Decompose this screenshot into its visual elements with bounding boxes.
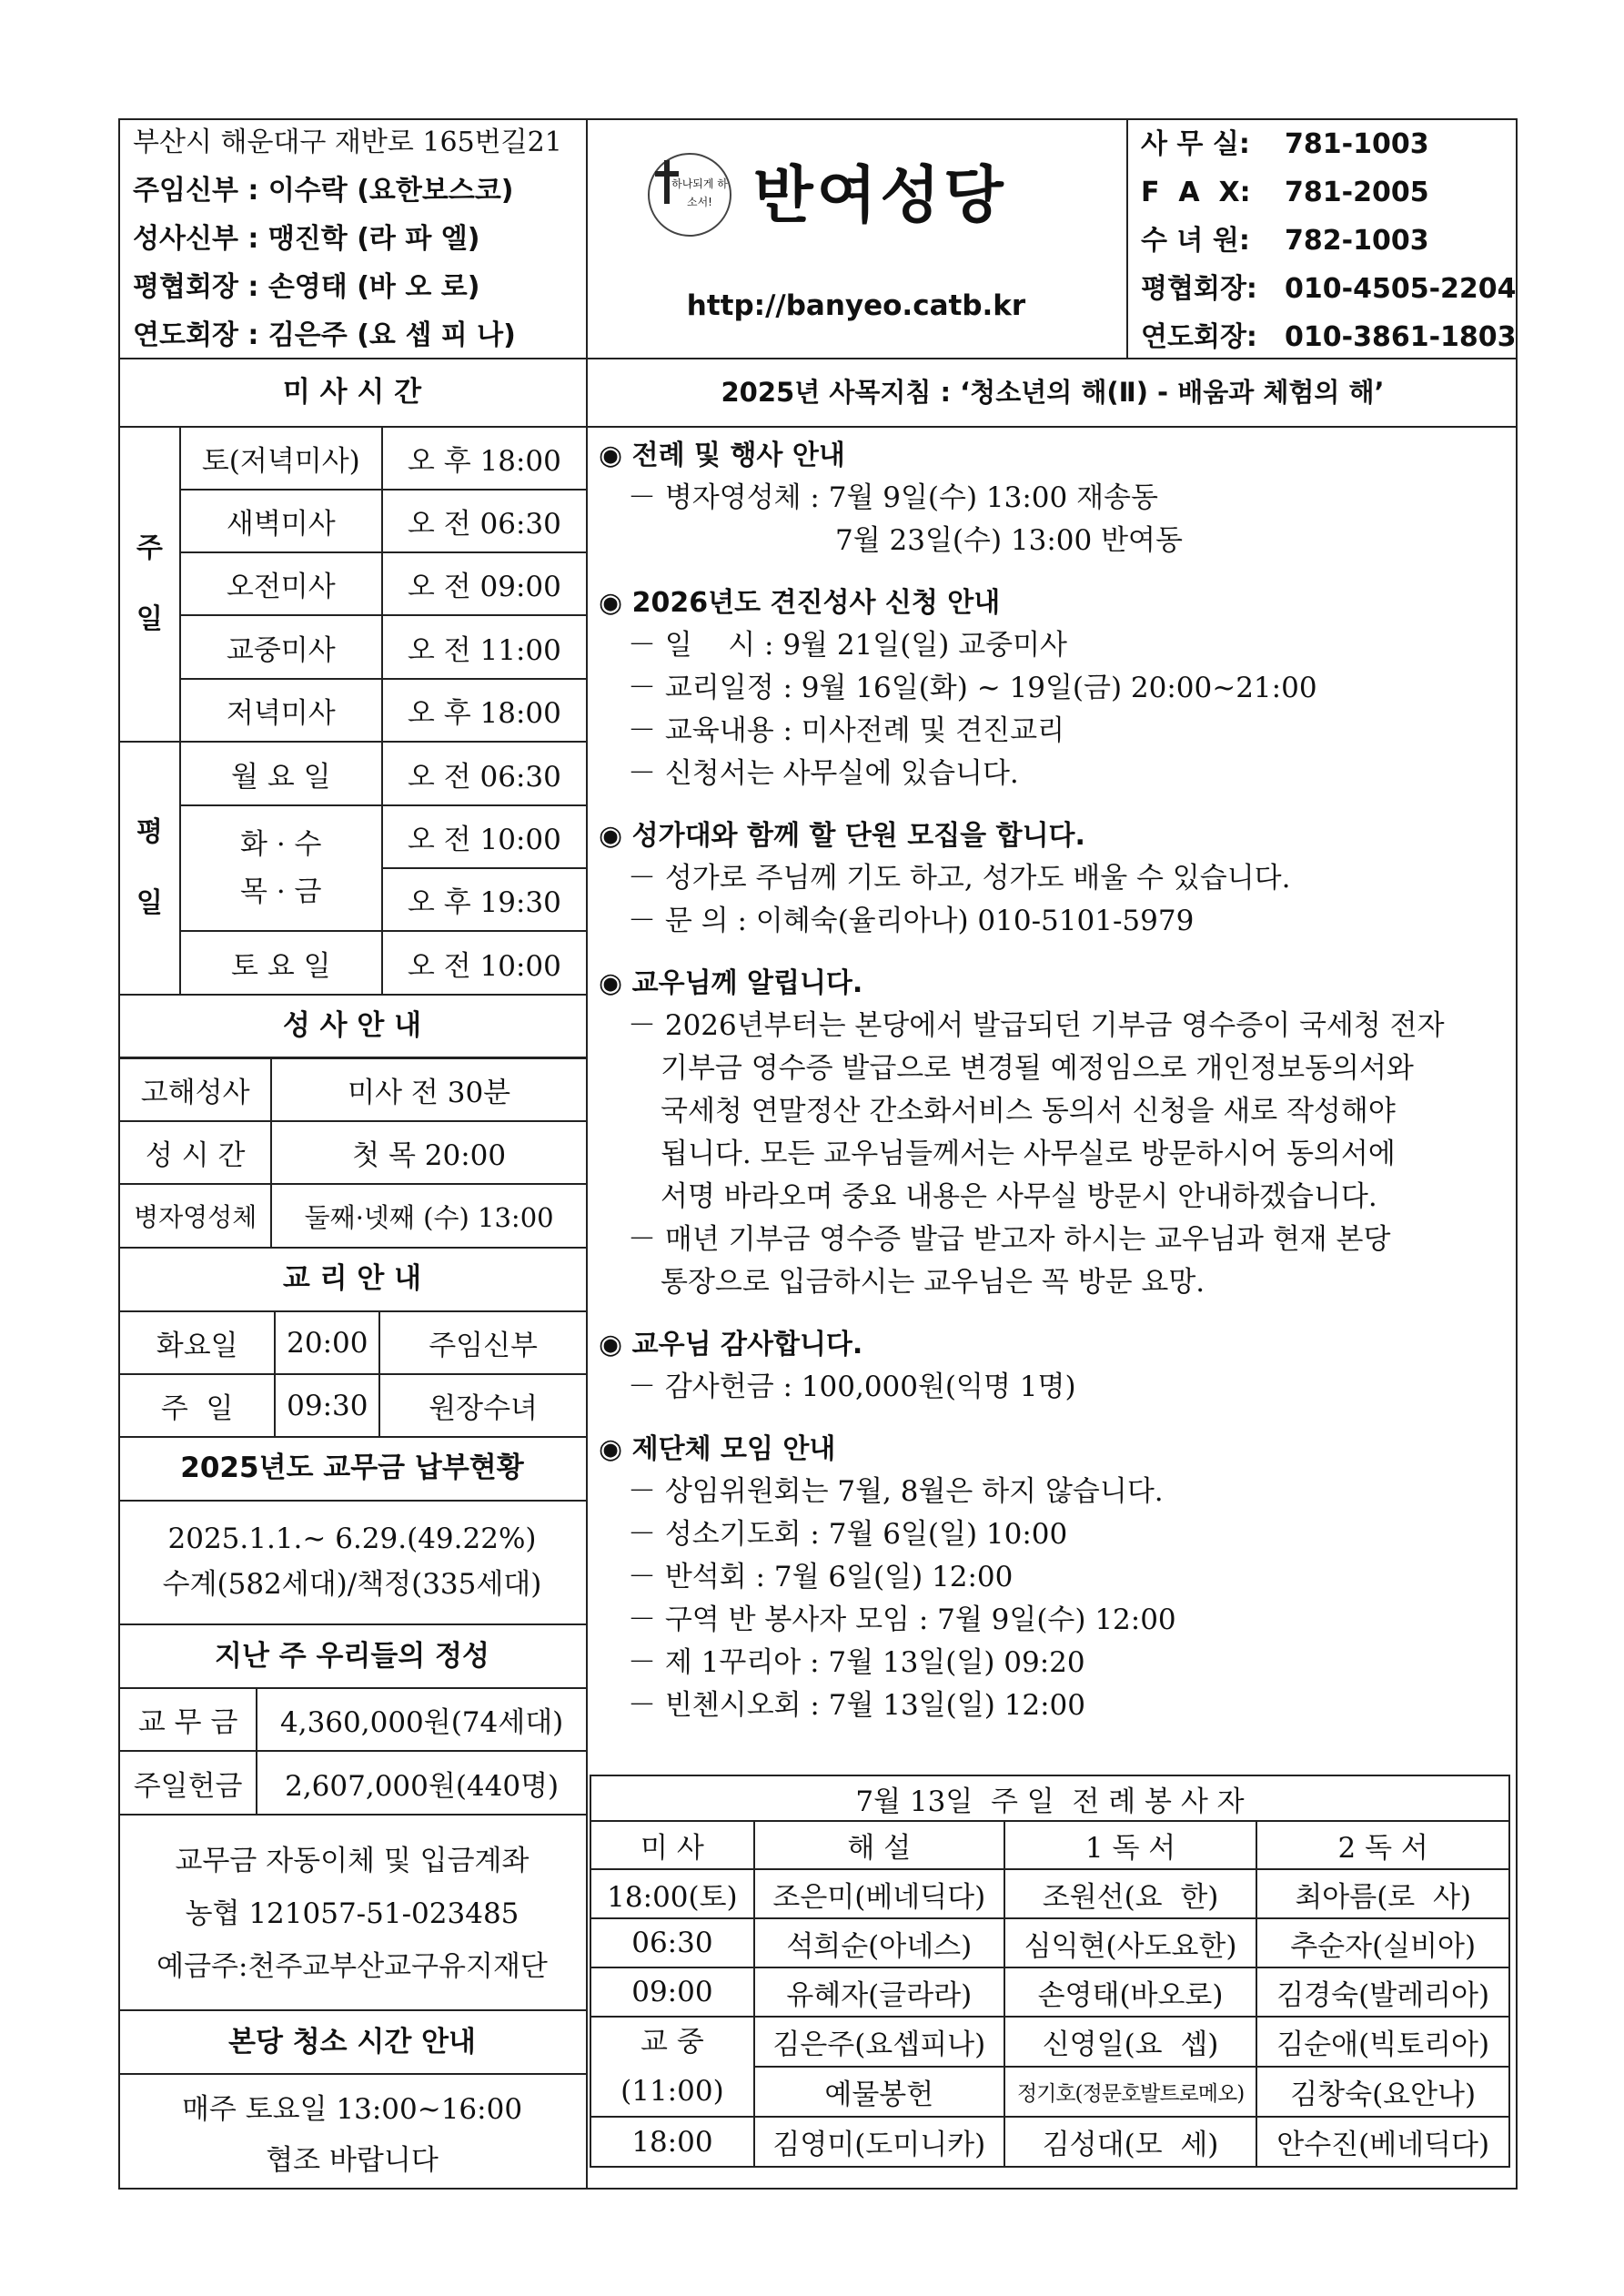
account-number: 농협 121057-51-023485 [185, 1897, 519, 1930]
reading1-cell: 신영일(요 셉) [1004, 2017, 1257, 2067]
announcement-title: ◉ 교우님 감사합니다. [599, 1329, 863, 1360]
contact-line [1141, 217, 1514, 265]
sunday-label: 주일 [119, 427, 180, 742]
reading1-cell: 김성대(모 세) [1004, 2117, 1257, 2167]
commentary-cell: 김영미(도미니카) [754, 2117, 1004, 2167]
reading2-cell: 김경숙(발레리아) [1256, 1967, 1509, 2017]
staff-role: 주임신부 [133, 175, 238, 207]
weekday-label: 평일 [119, 742, 180, 995]
mass-time: 오 전 09:00 [382, 552, 587, 615]
announcement-line: － 병자영성체 : 7월 9일(수) 13:00 재송동 [628, 481, 1158, 514]
contact-label: 연도회장: [1141, 321, 1257, 353]
staff-name: 손영태 (바 오 로) [267, 271, 480, 303]
announcement-line: － 문 의 : 이혜숙(율리아나) 010-5101-5979 [628, 905, 1195, 937]
column-header: 해 설 [754, 1821, 1004, 1869]
reading1-cell: 정기호(정문호발트로메오) [1004, 2067, 1257, 2117]
table-row [119, 1184, 587, 1248]
table-row [119, 1688, 587, 1751]
sacrament-name: 성 시 간 [119, 1121, 271, 1184]
mass-times-title: 미 사 시 간 [282, 376, 422, 409]
announcement-line: － 반석회 : 7월 6일(일) 12:00 [628, 1561, 1014, 1593]
announcement-line: － 성가로 주님께 기도 하고, 성가도 배울 수 있습니다. [628, 862, 1291, 895]
mass-cell: 18:00(토) [590, 1869, 754, 1918]
sacrament-value: 미사 전 30분 [271, 1058, 587, 1121]
offering-name: 교 무 금 [119, 1688, 257, 1751]
mass-name: 오전미사 [180, 552, 382, 615]
table-row [119, 805, 587, 868]
church-url[interactable]: http://banyeo.catb.kr [686, 289, 1026, 322]
mass-cell: 18:00 [590, 2117, 754, 2167]
column-header: 1 독 서 [1004, 1821, 1257, 1869]
servers-title: 7월 13일 주 일 전 례 봉 사 자 [590, 1775, 1509, 1821]
mass-time: 오 전 10:00 [382, 805, 587, 868]
staff-role: 성사신부 [133, 223, 238, 255]
sacraments-table [118, 1057, 588, 1249]
table-row [590, 1869, 1509, 1918]
mass-name: 교중미사 [180, 615, 382, 679]
announcement-line: － 신청서는 사무실에 있습니다. [628, 757, 1019, 790]
announcement-title: ◉ 교우님께 알립니다. [599, 967, 863, 999]
cleaning-time: 매주 토요일 13:00~16:00 [181, 2093, 523, 2126]
staff-line: 주임신부 : 이수락 (요한보스코) [133, 175, 514, 207]
reading1-cell: 조원선(요 한) [1004, 1869, 1257, 1918]
contact-value: 010-4505-2204 [1285, 273, 1517, 305]
announcement-line: 국세청 연말정산 간소화서비스 동의서 신청을 새로 작성해야 [661, 1095, 1396, 1128]
contact-label: 수 녀 원: [1141, 225, 1250, 257]
contact-line [1141, 265, 1517, 313]
announcement-meetings [599, 1429, 1508, 1727]
announcement-line: － 구역 반 봉사자 모임 : 7월 9일(수) 12:00 [628, 1603, 1176, 1636]
mass-time: 오 후 19:30 [382, 868, 587, 931]
announcement-thanks [599, 1324, 1508, 1409]
mass-name: 월 요 일 [180, 742, 382, 805]
announcement-line: － 빈첸시오회 : 7월 13일(일) 12:00 [628, 1689, 1085, 1722]
address: 부산시 해운대구 재반로 165번길21 [133, 126, 562, 158]
announcement-confirmation [599, 582, 1508, 795]
announcement-line: － 교육내용 : 미사전례 및 견진교리 [628, 714, 1065, 747]
commentary-cell: 예물봉헌 [754, 2067, 1004, 2117]
announcement-line: － 교리일정 : 9월 16일(화) ~ 19일(금) 20:00~21:00 [628, 672, 1317, 704]
staff-name: 맹진학 (라 파 엘) [267, 223, 480, 255]
announcement-line: － 성소기도회 : 7월 6일(일) 10:00 [628, 1518, 1068, 1551]
table-row [119, 427, 587, 490]
contact-value: 781-2005 [1285, 177, 1429, 208]
staff-line: 성사신부 : 맹진학 (라 파 엘) [133, 223, 480, 255]
staff-role: 평협회장 [133, 271, 238, 303]
commentary-cell: 석희순(아네스) [754, 1918, 1004, 1967]
reading2-cell: 김창숙(요안나) [1256, 2067, 1509, 2117]
offerings-table [118, 1687, 588, 1816]
mass-time: 오 전 11:00 [382, 615, 587, 679]
sacrament-name: 고해성사 [119, 1058, 271, 1121]
dues-period: 2025.1.1.~ 6.29.(49.22%) [167, 1522, 537, 1555]
church-name: 반여성당 [753, 160, 1007, 232]
sacrament-value: 첫 목 20:00 [271, 1121, 587, 1184]
table-row [590, 2117, 1509, 2167]
announcement-liturgy [599, 435, 1508, 562]
mass-name: 저녁미사 [180, 679, 382, 742]
commentary-cell: 조은미(베네딕다) [754, 1869, 1004, 1918]
reading2-cell: 안수진(베네딕다) [1256, 2117, 1509, 2167]
catechism-teacher: 원장수녀 [379, 1374, 587, 1437]
mass-times-table [118, 426, 588, 996]
announcement-line: － 일 시 : 9월 21일(일) 교중미사 [628, 629, 1068, 662]
contact-value: 782-1003 [1285, 225, 1429, 257]
announcement-line: 7월 23일(수) 13:00 반여동 [835, 524, 1183, 557]
catechism-time: 09:30 [275, 1374, 379, 1437]
announcement-title: ◉ 2026년도 견진성사 신청 안내 [599, 587, 1001, 619]
table-header-row [590, 1821, 1509, 1869]
table-row [119, 490, 587, 552]
announcement-title: ◉ 제단체 모임 안내 [599, 1433, 836, 1465]
table-row [119, 1374, 587, 1437]
parish-logo [648, 153, 731, 237]
header-divider-right [1126, 118, 1128, 359]
contact-label: 사 무 실: [1141, 128, 1250, 160]
contact-value: 010-3861-1803 [1285, 321, 1517, 353]
commentary-cell: 김은주(요셉피나) [754, 2017, 1004, 2067]
offerings-title: 지난 주 우리들의 정성 [215, 1640, 489, 1673]
contact-line [1141, 168, 1514, 217]
announcement-title: ◉ 성가대와 함께 할 단원 모집을 합니다. [599, 820, 1085, 852]
announcement-line: － 매년 기부금 영수증 발급 받고자 하시는 교우님과 현재 본당 [628, 1223, 1391, 1256]
staff-role: 연도회장 [133, 319, 238, 351]
mass-cell: 교 중 (11:00) [590, 2017, 754, 2117]
offering-value: 2,607,000원(440명) [257, 1751, 587, 1815]
mass-cell: 09:00 [590, 1967, 754, 2017]
table-row [119, 1751, 587, 1815]
table-row [590, 1775, 1509, 1821]
announcements [599, 435, 1508, 1727]
pastoral-theme: 2025년 사목지침 : ‘청소년의 해(Ⅱ) - 배움과 체험의 해’ [721, 377, 1385, 408]
table-row [590, 2017, 1509, 2067]
column-header: 2 독 서 [1256, 1821, 1509, 1869]
contact-line [1141, 313, 1517, 361]
reading2-cell: 최아름(로 사) [1256, 1869, 1509, 1918]
contact-line [1141, 120, 1514, 168]
reading1-cell: 손영태(바오로) [1004, 1967, 1257, 2017]
mass-cell: 06:30 [590, 1918, 754, 1967]
contact-block [1141, 120, 1517, 361]
staff-name: 김은주 (요 셉 피 나) [267, 319, 516, 351]
mass-name: 토 요 일 [180, 931, 382, 995]
staff-block [133, 118, 579, 359]
table-row [119, 615, 587, 679]
logo-text: 하나되게 하소서! [671, 177, 728, 208]
announcement-line: 됩니다. 모든 교우님들께서는 사무실로 방문하시어 동의서에 [661, 1138, 1396, 1170]
dues-title: 2025년도 교무금 납부현황 [118, 1436, 586, 1502]
announcement-line: － 상임위원회는 7월, 8월은 하지 않습니다. [628, 1475, 1164, 1508]
contact-label: F A X: [1141, 177, 1251, 208]
reading2-cell: 추순자(실비아) [1256, 1918, 1509, 1967]
mass-name-line: 목 · 금 [240, 875, 322, 908]
offering-value: 4,360,000원(74세대) [257, 1688, 587, 1751]
sacrament-name: 병자영성체 [119, 1184, 271, 1248]
servers-table [590, 1775, 1510, 2168]
mass-time: 오 후 18:00 [382, 679, 587, 742]
catechism-title: 교 리 안 내 [282, 1262, 422, 1295]
announcement-choir [599, 815, 1508, 943]
mass-name-line: 화 · 수 [240, 828, 322, 861]
table-row [119, 1058, 587, 1121]
table-row [119, 931, 587, 995]
account-block [118, 1835, 586, 1993]
dues-block [118, 1516, 586, 1607]
staff-line: 평협회장 : 손영태 (바 오 로) [133, 271, 480, 303]
contact-value: 781-1003 [1285, 128, 1429, 160]
sacraments-title: 성 사 안 내 [118, 995, 586, 1058]
mass-time: 오 전 06:30 [382, 490, 587, 552]
cleaning-note: 협조 바랍니다 [266, 2144, 439, 2177]
column-header: 미 사 [590, 1821, 754, 1869]
staff-line: 연도회장 : 김은주 (요 셉 피 나) [133, 319, 516, 351]
announcement-line: － 감사헌금 : 100,000원(익명 1명) [628, 1371, 1076, 1403]
mass-time: 오 전 10:00 [382, 931, 587, 995]
mass-name: 새벽미사 [180, 490, 382, 552]
table-row [119, 742, 587, 805]
announcement-line: 기부금 영수증 발급으로 변경될 예정임으로 개인정보동의서와 [661, 1052, 1414, 1085]
table-row [590, 1918, 1509, 1967]
cleaning-title: 본당 청소 시간 안내 [118, 2011, 586, 2075]
announcement-line: － 제 1꾸리아 : 7월 13일(일) 09:20 [628, 1646, 1085, 1679]
catechism-table [118, 1310, 588, 1438]
reading2-cell: 김순애(빅토리아) [1256, 2017, 1509, 2067]
announcement-line: 통장으로 입금하시는 교우님은 꼭 방문 요망. [661, 1266, 1205, 1299]
announcement-line: － 2026년부터는 본당에서 발급되던 기부금 영수증이 국세청 전자 [628, 1009, 1445, 1042]
sacrament-value: 둘째·넷째 (수) 13:00 [271, 1184, 587, 1248]
table-row [119, 679, 587, 742]
table-row [119, 1121, 587, 1184]
catechism-teacher: 주임신부 [379, 1311, 587, 1374]
mass-time: 오 후 18:00 [382, 427, 587, 490]
contact-label: 평협회장: [1141, 273, 1257, 305]
mass-name: 토(저녁미사) [180, 427, 382, 490]
dues-households: 수계(582세대)/책정(335세대) [162, 1568, 542, 1601]
staff-name: 이수락 (요한보스코) [267, 175, 514, 207]
offering-name: 주일헌금 [119, 1751, 257, 1815]
announcement-line: 서명 바라오며 중요 내용은 사무실 방문시 안내하겠습니다. [661, 1180, 1377, 1213]
table-row [590, 1967, 1509, 2017]
catechism-day: 주 일 [119, 1374, 275, 1437]
catechism-time: 20:00 [275, 1311, 379, 1374]
mass-name [180, 805, 382, 931]
account-title: 교무금 자동이체 및 입금계좌 [175, 1845, 530, 1877]
announcement-receipts [599, 963, 1508, 1304]
commentary-cell: 유혜자(글라라) [754, 1967, 1004, 2017]
catechism-day: 화요일 [119, 1311, 275, 1374]
account-holder: 예금주:천주교부산교구유지재단 [156, 1950, 548, 1983]
reading1-cell: 심익현(사도요한) [1004, 1918, 1257, 1967]
announcement-title: ◉ 전례 및 행사 안내 [599, 440, 845, 471]
mass-time: 오 전 06:30 [382, 742, 587, 805]
table-row [119, 1311, 587, 1374]
table-row [119, 552, 587, 615]
cleaning-block [118, 2084, 586, 2186]
